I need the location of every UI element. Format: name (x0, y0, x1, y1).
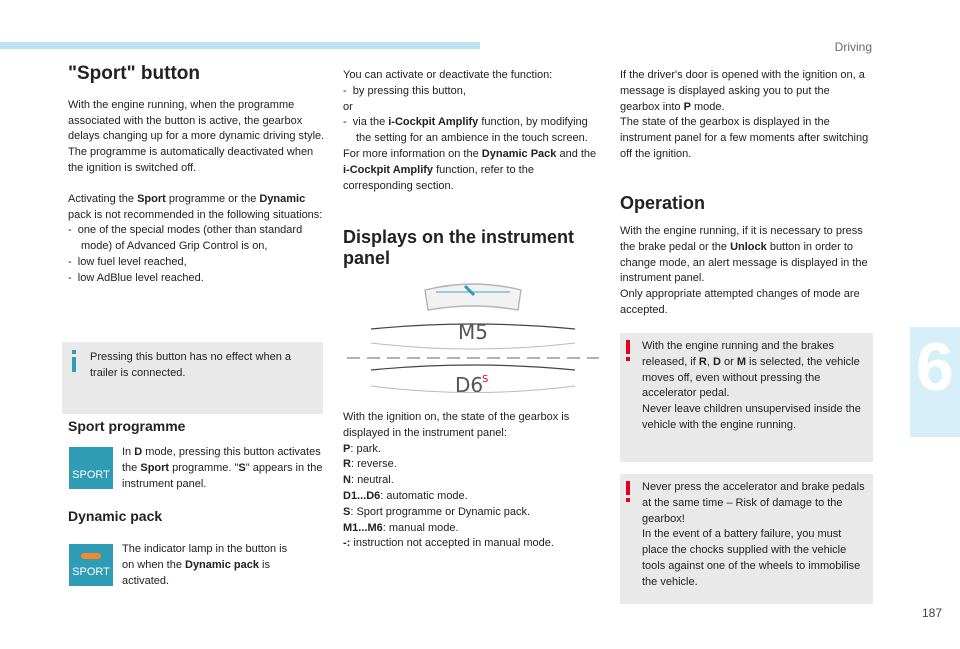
state-item: S: Sport programme or Dynamic pack. (343, 505, 531, 518)
column-middle: You can activate or deactivate the function: - by pressing this button, or - via the i-Cockpit Amplify function, by modifying the setting for an ambience in the touch screen. For more information on the Dynamic Pack and the i-Cockpit Amplify function, refer to the corresponding section. (343, 68, 601, 194)
state-item: N: neutral. (343, 474, 394, 487)
column-left (68, 63, 326, 287)
info-icon (68, 350, 80, 372)
section-label: Driving (834, 40, 872, 54)
sport-programme-text: In D mode, pressing this button activates the Sport programme. "S" appears in the instrument panel. (122, 446, 323, 490)
more-info-para: For more information on the Dynamic Pack and the i-Cockpit Amplify function, refer to the corresponding section. (343, 147, 597, 192)
operation-text: With the engine running, if it is necessary to press the brake pedal or the Unlock button in order to change mode, an alert message is displayed in the instrument panel. Only appropriate attempted changes of mode are accepted. (620, 225, 868, 316)
warning-icon (624, 340, 632, 362)
displays-title: Displays on the instrument panel (343, 227, 575, 268)
sport-programme-title: Sport programme (68, 418, 186, 434)
column-right: If the driver's door is opened with the ignition on, a message is displayed asking you to put the gearbox into P mode. The state of the gearbox is displayed in the instrument panel for a few moments after switching off the ignition. (620, 68, 872, 163)
sport-activating-para: Activating the Sport programme or the Dynamic pack is not recommended in the following situations: (68, 192, 323, 221)
list-item: - low fuel level reached, (68, 255, 187, 268)
dynamic-pack-title: Dynamic pack (68, 508, 163, 524)
door-para: If the driver's door is opened with the ignition on, a message is displayed asking you to put the gearbox into P mode. (620, 69, 865, 113)
drive-mode-label: D6 (455, 373, 484, 397)
warning-box (620, 474, 873, 604)
sport-button-lamp-icon: SPORT (69, 544, 113, 586)
manual-mode-label: M5 (458, 320, 488, 344)
header-bar (0, 42, 480, 49)
list-item: - one of the special modes (other than standard mode) of Advanced Grip Control is on, (68, 224, 303, 253)
warning-text: Never press the accelerator and brake pedals at the same time – Risk of damage to the gearbox! In the event of a battery failure, you must place the chocks supplied with the vehicle tools against one of the wheels to immobilise the vehicle. (642, 481, 865, 588)
chapter-number: 6 (916, 329, 954, 405)
state-item: -: instruction not accepted in manual mode. (343, 537, 554, 550)
operation-title: Operation (620, 193, 706, 213)
page-number: 187 (921, 606, 942, 620)
list-item: - via the i-Cockpit Amplify function, by modifying the setting for an ambience in the touch screen. (343, 116, 588, 145)
info-text: Pressing this button has no effect when a trailer is connected. (90, 351, 291, 379)
sport-button-icon: SPORT (69, 447, 113, 489)
warning-icon (624, 481, 632, 503)
warning-box (620, 333, 873, 462)
state-item: R: reverse. (343, 458, 397, 471)
chapter-tab (910, 327, 960, 437)
gearbox-states: With the ignition on, the state of the gearbox is displayed in the instrument panel: P: park. R: reverse. N: neutral. D1...D6: automatic mode. S: Sport programme or Dynamic pack. M1...M6: manual mode. -: instruction not accepted in manual mode. (343, 410, 601, 552)
indicator-lamp-icon (81, 553, 101, 559)
dynamic-pack-text: The indicator lamp in the button is on when the Dynamic pack is activated. (122, 543, 288, 587)
sport-button-title: "Sport" button (68, 63, 200, 84)
warning-text: With the engine running and the brakes released, if R, D or M is selected, the vehicle moves off, even without pressing the accelerator pedal. Never leave children unsupervised inside the vehicle with the engine running. (642, 340, 861, 431)
info-box (62, 342, 323, 414)
sport-para-1: With the engine running, when the programme associated with the button is active, the gearbox delays changing up for a more dynamic driving style. The programme is automatically deactivated when the ignition is switched off. (68, 98, 325, 174)
list-item: - by pressing this button, (343, 84, 466, 97)
instrument-panel-diagram (343, 278, 603, 400)
state-item: D1...D6: automatic mode. (343, 489, 468, 502)
sport-indicator-label: S (482, 374, 489, 385)
state-item: M1...M6: manual mode. (343, 521, 459, 534)
list-item: - low AdBlue level reached. (68, 271, 204, 284)
state-item: P: park. (343, 442, 381, 455)
